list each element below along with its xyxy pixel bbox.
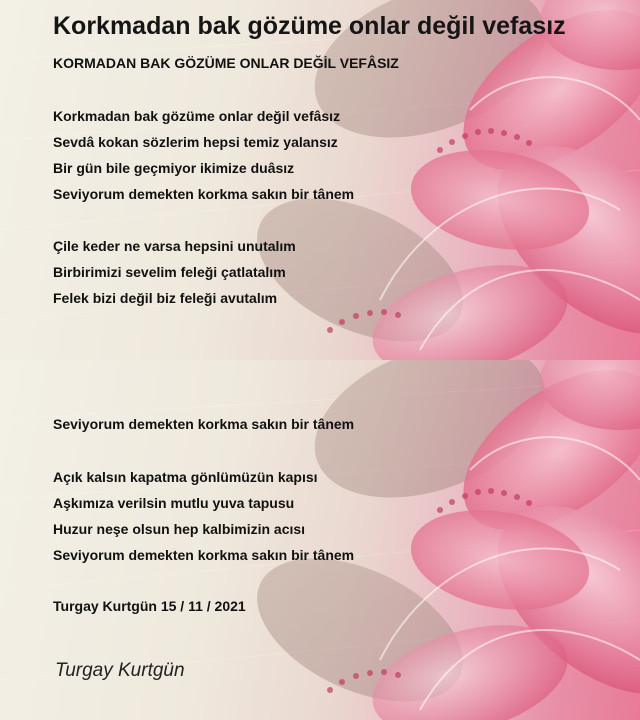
poem-line: Sevdâ kokan sözlerim hepsi temiz yalansız [53,134,338,150]
poem-line: Çile keder ne varsa hepsini unutalım [53,238,296,254]
poem-title: Korkmadan bak gözüme onlar değil vefasız [53,12,566,40]
stanza-4 [53,464,354,568]
poem-line: Seviyorum demekten korkma sakın bir tânem [53,186,355,202]
author-signature: Turgay Kurtgün [55,660,185,681]
author-date: Turgay Kurtgün 15 / 11 / 2021 [53,598,246,614]
poem-line: Aşkımıza verilsin mutlu yuva tapusu [53,495,295,511]
poem-line: Seviyorum demekten korkma sakın bir tânem [53,416,355,432]
stanza-3 [53,411,354,437]
poem-line: Birbirimizi sevelim feleği çatlatalım [53,264,286,280]
poem-subtitle: KORMADAN BAK GÖZÜME ONLAR DEĞİL VEFÂSIZ [53,55,399,71]
poem-line: Açık kalsın kapatma gönlümüzün kapısı [53,469,318,485]
poem-line: Korkmadan bak gözüme onlar değil vefâsız [53,108,341,124]
poem-line: Huzur neşe olsun hep kalbimizin acısı [53,521,306,537]
stanza-1 [53,103,354,207]
byline [53,593,246,619]
poem-line: Felek bizi değil biz feleği avutalım [53,290,278,306]
poem-line: Seviyorum demekten korkma sakın bir tânem [53,547,355,563]
poem-line: Bir gün bile geçmiyor ikimize duâsız [53,160,295,176]
stanza-2 [53,233,296,311]
